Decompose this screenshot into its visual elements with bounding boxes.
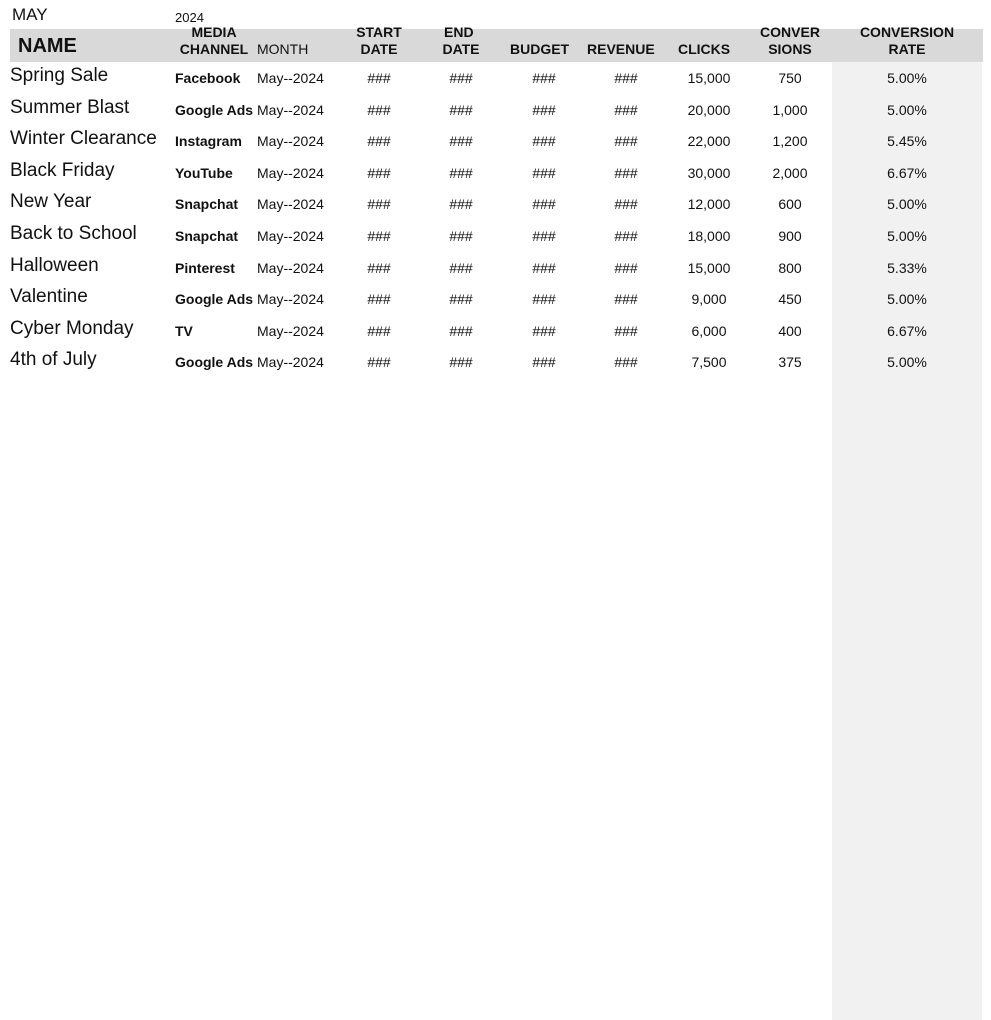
cell-campaign-name[interactable]: New Year xyxy=(10,191,92,213)
cell-campaign-name[interactable]: Halloween xyxy=(10,254,99,276)
cell-clicks[interactable]: 12,000 xyxy=(687,196,731,213)
cell-month[interactable]: May--2024 xyxy=(257,259,324,276)
header-end-date-top[interactable]: END xyxy=(444,24,474,40)
cell-conversions[interactable]: 1,200 xyxy=(772,133,808,150)
cell-start-date[interactable]: ### xyxy=(367,259,391,276)
cell-conversion-rate[interactable]: 5.00% xyxy=(887,196,927,213)
cell-media-channel[interactable]: YouTube xyxy=(175,164,233,181)
cell-clicks[interactable]: 30,000 xyxy=(687,164,731,181)
cell-month[interactable]: May--2024 xyxy=(257,228,324,244)
cell-budget[interactable]: ### xyxy=(532,322,556,339)
cell-revenue[interactable]: ### xyxy=(614,101,638,118)
cell-clicks[interactable]: 7,500 xyxy=(691,354,727,371)
cell-end-date[interactable]: ### xyxy=(449,259,473,276)
cell-budget[interactable]: ### xyxy=(532,101,556,118)
cell-media-channel[interactable]: Snapchat xyxy=(175,228,239,244)
cell-campaign-name[interactable]: 4th of July xyxy=(10,349,97,371)
header-conversion-rate-top[interactable]: CONVERSION xyxy=(859,24,955,40)
sheet-year-label[interactable]: 2024 xyxy=(175,10,204,25)
header-end-date-bottom[interactable]: DATE xyxy=(442,41,480,57)
cell-media-channel[interactable]: Snapchat xyxy=(175,196,239,213)
sheet-month-label[interactable]: MAY xyxy=(12,5,48,24)
cell-revenue[interactable]: ### xyxy=(614,133,638,150)
header-start-date-bottom[interactable]: DATE xyxy=(360,41,398,57)
cell-budget[interactable]: ### xyxy=(532,133,556,150)
cell-conversion-rate[interactable]: 5.45% xyxy=(887,133,927,150)
cell-conversions[interactable]: 600 xyxy=(778,196,802,213)
cell-budget[interactable]: ### xyxy=(532,291,556,308)
cell-revenue[interactable]: ### xyxy=(614,291,638,308)
cell-budget[interactable]: ### xyxy=(532,70,556,86)
cell-media-channel[interactable]: Google Ads xyxy=(175,291,254,308)
cell-clicks[interactable]: 18,000 xyxy=(687,228,731,244)
cell-end-date[interactable]: ### xyxy=(449,196,473,213)
cell-budget[interactable]: ### xyxy=(532,164,556,181)
cell-conversions[interactable]: 375 xyxy=(778,354,802,371)
cell-revenue[interactable]: ### xyxy=(614,228,638,244)
cell-end-date[interactable]: ### xyxy=(449,291,473,308)
cell-conversion-rate[interactable]: 5.00% xyxy=(887,291,927,308)
cell-month[interactable]: May--2024 xyxy=(257,322,324,339)
header-name[interactable]: NAME xyxy=(18,35,77,57)
cell-clicks[interactable]: 20,000 xyxy=(687,101,731,118)
cell-campaign-name[interactable]: Valentine xyxy=(10,286,88,308)
cell-conversions[interactable]: 1,000 xyxy=(772,101,808,118)
cell-conversions[interactable]: 900 xyxy=(778,228,802,244)
cell-revenue[interactable]: ### xyxy=(614,354,638,371)
header-revenue[interactable]: REVENUE xyxy=(587,41,655,57)
cell-media-channel[interactable]: TV xyxy=(175,322,193,339)
cell-revenue[interactable]: ### xyxy=(614,70,638,86)
cell-budget[interactable]: ### xyxy=(532,196,556,213)
header-budget[interactable]: BUDGET xyxy=(510,41,570,57)
cell-clicks[interactable]: 6,000 xyxy=(691,322,727,339)
cell-month[interactable]: May--2024 xyxy=(257,133,324,150)
cell-conversion-rate[interactable]: 5.00% xyxy=(887,228,927,244)
cell-end-date[interactable]: ### xyxy=(449,228,473,244)
cell-campaign-name[interactable]: Back to School xyxy=(10,223,137,244)
cell-conversion-rate[interactable]: 5.00% xyxy=(887,101,927,118)
cell-campaign-name[interactable]: Summer Blast xyxy=(10,96,130,118)
header-conversions-bottom[interactable]: SIONS xyxy=(768,41,812,57)
cell-start-date[interactable]: ### xyxy=(367,322,391,339)
cell-revenue[interactable]: ### xyxy=(614,322,638,339)
cell-end-date[interactable]: ### xyxy=(449,101,473,118)
header-media-channel-top[interactable]: MEDIA xyxy=(191,24,237,40)
cell-month[interactable]: May--2024 xyxy=(257,101,324,118)
header-conversion-rate-bottom[interactable]: RATE xyxy=(888,41,926,57)
cell-start-date[interactable]: ### xyxy=(367,70,391,86)
cell-media-channel[interactable]: Google Ads xyxy=(175,101,254,118)
cell-revenue[interactable]: ### xyxy=(614,164,638,181)
cell-month[interactable]: May--2024 xyxy=(257,70,324,86)
cell-clicks[interactable]: 15,000 xyxy=(687,70,731,86)
cell-month[interactable]: May--2024 xyxy=(257,291,324,308)
cell-month[interactable]: May--2024 xyxy=(257,164,324,181)
cell-conversions[interactable]: 2,000 xyxy=(772,164,808,181)
cell-conversion-rate[interactable]: 5.00% xyxy=(887,354,927,371)
cell-budget[interactable]: ### xyxy=(532,228,556,244)
cell-month[interactable]: May--2024 xyxy=(257,196,324,213)
cell-budget[interactable]: ### xyxy=(532,259,556,276)
cell-conversion-rate[interactable]: 6.67% xyxy=(887,322,927,339)
cell-end-date[interactable]: ### xyxy=(449,164,473,181)
cell-start-date[interactable]: ### xyxy=(367,354,391,371)
cell-month[interactable]: May--2024 xyxy=(257,354,324,371)
cell-conversions[interactable]: 800 xyxy=(778,259,802,276)
header-media-channel-bottom[interactable]: CHANNEL xyxy=(179,41,249,57)
cell-media-channel[interactable]: Google Ads xyxy=(175,354,254,371)
cell-clicks[interactable]: 15,000 xyxy=(687,259,731,276)
cell-budget[interactable]: ### xyxy=(532,354,556,371)
cell-start-date[interactable]: ### xyxy=(367,196,391,213)
cell-conversion-rate[interactable]: 6.67% xyxy=(887,164,927,181)
cell-end-date[interactable]: ### xyxy=(449,354,473,371)
header-clicks[interactable]: CLICKS xyxy=(678,41,731,57)
cell-conversions[interactable]: 400 xyxy=(778,322,802,339)
cell-start-date[interactable]: ### xyxy=(367,101,391,118)
cell-revenue[interactable]: ### xyxy=(614,196,638,213)
cell-conversions[interactable]: 750 xyxy=(778,70,802,86)
cell-conversions[interactable]: 450 xyxy=(778,291,802,308)
header-month[interactable]: MONTH xyxy=(257,41,309,57)
cell-media-channel[interactable]: Facebook xyxy=(175,70,241,86)
header-conversions-top[interactable]: CONVER xyxy=(760,24,820,40)
cell-conversion-rate[interactable]: 5.33% xyxy=(887,259,927,276)
cell-revenue[interactable]: ### xyxy=(614,259,638,276)
cell-start-date[interactable]: ### xyxy=(367,133,391,150)
cell-campaign-name[interactable]: Winter Clearance xyxy=(10,128,157,150)
header-start-date-top[interactable]: START xyxy=(356,24,402,40)
cell-end-date[interactable]: ### xyxy=(449,133,473,150)
cell-media-channel[interactable]: Instagram xyxy=(175,133,242,150)
cell-clicks[interactable]: 22,000 xyxy=(687,133,731,150)
cell-campaign-name[interactable]: Black Friday xyxy=(10,159,115,181)
cell-start-date[interactable]: ### xyxy=(367,291,391,308)
cell-start-date[interactable]: ### xyxy=(367,164,391,181)
cell-campaign-name[interactable]: Spring Sale xyxy=(10,65,109,86)
cell-media-channel[interactable]: Pinterest xyxy=(175,259,235,276)
cell-end-date[interactable]: ### xyxy=(449,322,473,339)
cell-conversion-rate[interactable]: 5.00% xyxy=(887,70,927,86)
cell-end-date[interactable]: ### xyxy=(449,70,473,86)
cell-clicks[interactable]: 9,000 xyxy=(691,291,727,308)
cell-start-date[interactable]: ### xyxy=(367,228,391,244)
cell-campaign-name[interactable]: Cyber Monday xyxy=(10,317,134,339)
